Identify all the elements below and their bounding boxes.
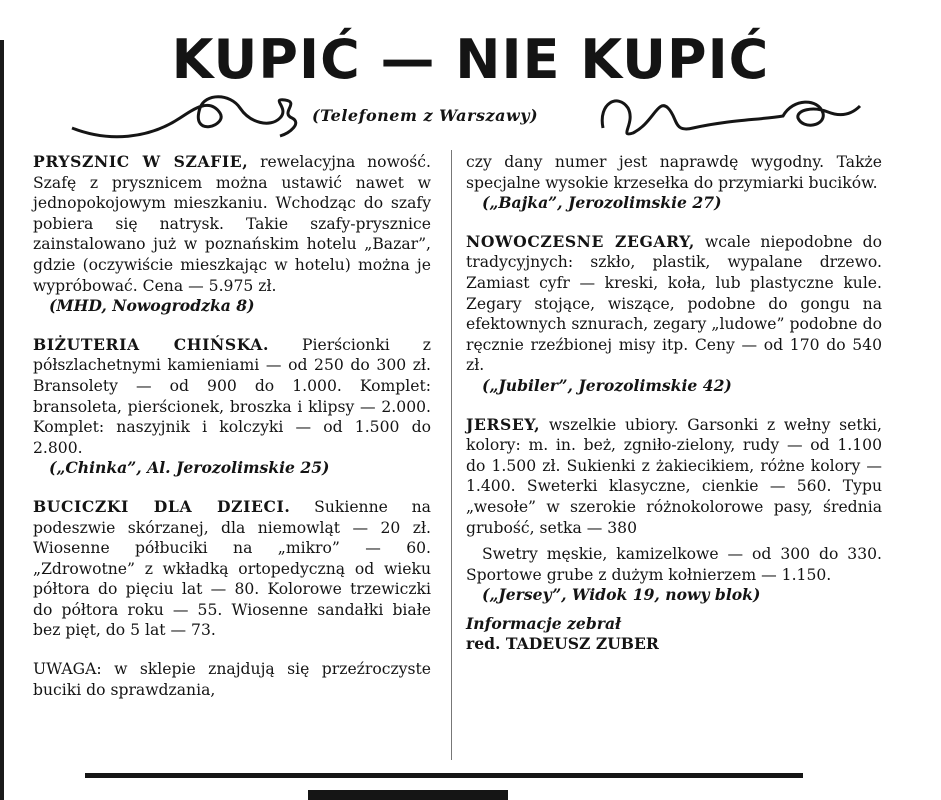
right-squiggle-ornament	[598, 88, 868, 148]
bottom-block	[308, 790, 508, 800]
section-text: Sukienne na podeszwie skórzanej, dla niemowląt — 20 zł. Wiosenne półbuciki na „mikro” — 60. „Zdrowotne” z wkładką ortopedyczną od wieku półtora do pięciu lat — 80. Kolorowe trzewiczki do półtora roku — 55. Wiosenne sandałki białe bez pięt, do 5 lat — 73.	[33, 497, 431, 640]
section-uwaga-continued	[466, 152, 882, 214]
section-text: wszelkie ubiory. Garsonki z wełny setki, kolory: m. in. beż, zgniło-zielony, rudy — od 1.100 do 1.500 zł. Sukienki z żakiecikiem, różne kolory — 1.400. Sweterki klasyczne, cienkie — 560. Typu „wesołe” w szerokie różnokolorowe pasy, średnia grubość, setka — 380	[466, 415, 882, 537]
section-text: Pierścionki z półszlachetnymi kamieniami — od 250 do 300 zł. Bransolety — od 900 do 1.000. Komplet: bransoleta, pierścionek, broszka i klipsy — 2.000. Komplet: naszyjnik i kolczyki — od 1.500 do 2.800.	[33, 335, 431, 457]
section-uwaga	[33, 659, 431, 700]
section-buciczki	[33, 497, 431, 641]
bottom-rule	[85, 773, 803, 778]
left-squiggle-ornament	[70, 88, 310, 148]
author-name: red. TADEUSZ ZUBER	[466, 634, 659, 654]
section-text: UWAGA: w sklepie znajdują się przeźroczyste buciki do sprawdzania,	[33, 660, 431, 699]
column-divider	[451, 150, 452, 760]
section-heading: BIŻUTERIA CHIŃSKA.	[33, 334, 269, 354]
section-source: („Jubiler”, Jerozolimskie 42)	[482, 375, 732, 395]
section-heading: BUCICZKI DLA DZIECI.	[33, 496, 291, 516]
credit-line: Informacje zebrał	[466, 613, 622, 633]
page-left-border	[0, 40, 4, 800]
section-source: (MHD, Nowogrodzka 8)	[49, 296, 255, 316]
section-text: wcale niepodobne do tradycyjnych: szkło, plastik, wypalane drzewo. Zamiast cyfr — kreski, koła, lub plastyczne kule. Zegary stojące, wiszące, podobne do gongu na efektownych sznurach, zegary „ludowe” podobne do ręcznie rzeźbionej misy itp. Ceny — od 170 do 540 zł.	[466, 232, 882, 375]
section-text: rewelacyjna nowość. Szafę z prysznicem można ustawić nawet w jednopokojowym mieszkaniu. Wchodząc do szafy pobiera się natrysk. Takie szafy-prysznice zainstalowano już w poznańskim hotelu „Bazar”, gdzie (oczywiście mieszkając w hotelu) można je wypróbować. Cena — 5.975 zł.	[33, 153, 431, 295]
article-subtitle: (Telefonem z Warszawy)	[312, 106, 539, 125]
left-column	[33, 152, 431, 718]
section-text: czy dany numer jest naprawdę wygodny. Także specjalne wysokie krzesełka do przymiarki bucików.	[466, 153, 882, 192]
section-source: („Chinka”, Al. Jerozolimskie 25)	[49, 458, 330, 478]
section-prysznic	[33, 152, 431, 317]
section-text: Swetry męskie, kamizelkowe — od 300 do 330. Sportowe grube z dużym kołnierzem — 1.150.	[466, 545, 882, 584]
section-heading: JERSEY,	[466, 414, 541, 434]
section-heading: NOWOCZESNE ZEGARY,	[466, 231, 695, 251]
section-source: („Jersey”, Widok 19, nowy blok)	[482, 585, 761, 605]
section-zegary	[466, 232, 882, 397]
article-title: KUPIĆ — NIE KUPIĆ	[171, 28, 770, 91]
section-source: („Bajka”, Jerozolimskie 27)	[482, 193, 722, 213]
section-heading: PRYSZNIC W SZAFIE,	[33, 152, 249, 171]
section-jersey	[466, 415, 882, 606]
section-bizuteria	[33, 335, 431, 479]
right-column	[466, 152, 882, 655]
